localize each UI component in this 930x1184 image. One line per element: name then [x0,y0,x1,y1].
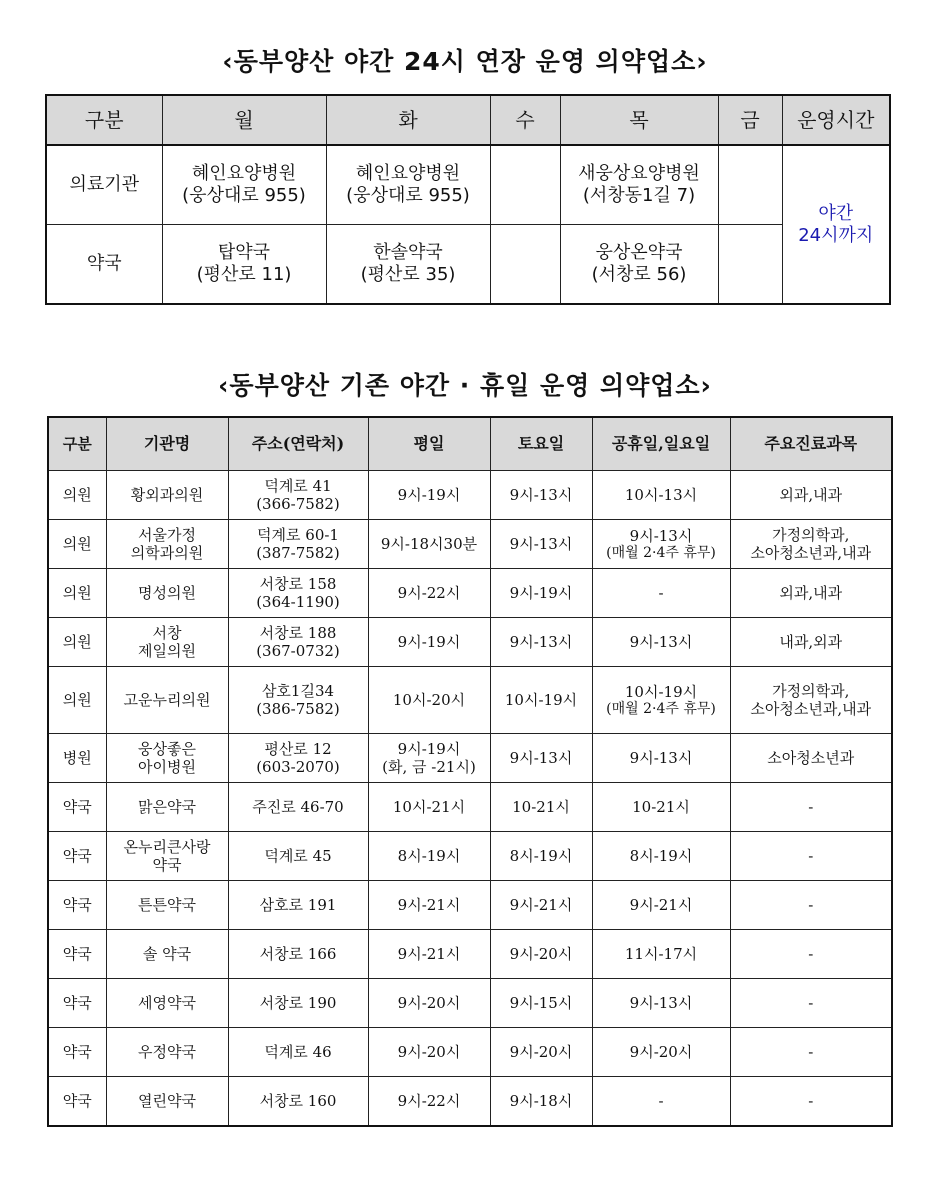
top-cell-thu: 새웅상요양병원 (서창동1길 7) [560,145,718,225]
cell-holiday: - [592,569,730,618]
top-cell-mon: 탑약국 (평산로 11) [162,225,326,305]
cell-name: 튼튼약국 [106,881,228,930]
cell-name: 서울가정 의학과의원 [106,520,228,569]
cell-name: 명성의원 [106,569,228,618]
top-header-row [46,95,890,145]
top-row-type: 의료기관 [46,145,162,225]
cell-saturday: 9시-19시 [490,569,592,618]
regular-hours-table [47,416,893,1127]
cell-name: 세영약국 [106,979,228,1028]
cell-address: 서창로 188 (367-0732) [228,618,368,667]
cell-holiday: 10시-13시 [592,471,730,520]
cell-weekday: 9시-18시30분 [368,520,490,569]
table-row [48,1077,892,1127]
cell-saturday: 9시-15시 [490,979,592,1028]
top-cell-tue: 한솔약국 (평산로 35) [326,225,490,305]
cell-holiday: 10시-19시 (매월 2·4주 휴무) [592,667,730,734]
cell-department: 내과,외과 [730,618,892,667]
cell-weekday: 9시-20시 [368,1028,490,1077]
cell-department: - [730,930,892,979]
bottom-header-saturday: 토요일 [490,417,592,471]
cell-department: 외과,내과 [730,569,892,618]
bottom-header-row [48,417,892,471]
cell-department: - [730,1077,892,1127]
table-row [48,1028,892,1077]
cell-department: 소아청소년과 [730,734,892,783]
cell-weekday: 9시-22시 [368,1077,490,1127]
table-row [48,783,892,832]
table-row [48,734,892,783]
table-row [48,930,892,979]
cell-department: 가정의학과, 소아청소년과,내과 [730,520,892,569]
cell-type: 약국 [48,1028,106,1077]
cell-holiday: 10-21시 [592,783,730,832]
top-row-clinic [46,145,890,225]
cell-saturday: 9시-20시 [490,930,592,979]
cell-address: 평산로 12 (603-2070) [228,734,368,783]
cell-saturday: 10시-19시 [490,667,592,734]
cell-weekday: 9시-22시 [368,569,490,618]
cell-type: 약국 [48,979,106,1028]
top-header-type: 구분 [46,95,162,145]
top-cell-fri [718,145,782,225]
bottom-header-type: 구분 [48,417,106,471]
cell-address: 서창로 190 [228,979,368,1028]
cell-name: 열린약국 [106,1077,228,1127]
cell-weekday: 9시-19시 (화, 금 -21시) [368,734,490,783]
cell-weekday: 8시-19시 [368,832,490,881]
table-row [48,832,892,881]
cell-name: 온누리큰사랑 약국 [106,832,228,881]
top-cell-mon: 혜인요양병원 (웅상대로 955) [162,145,326,225]
operating-hours-cell: 야간 24시까지 [782,145,890,304]
cell-weekday: 9시-19시 [368,471,490,520]
table-row [48,979,892,1028]
cell-address: 주진로 46-70 [228,783,368,832]
extended-hours-table [45,94,891,305]
cell-holiday: 9시-21시 [592,881,730,930]
cell-type: 의원 [48,569,106,618]
cell-address: 서창로 158 (364-1190) [228,569,368,618]
cell-holiday: 11시-17시 [592,930,730,979]
cell-saturday: 9시-18시 [490,1077,592,1127]
cell-saturday: 8시-19시 [490,832,592,881]
cell-holiday: 9시-13시 [592,979,730,1028]
cell-name: 웅상좋은 아이병원 [106,734,228,783]
cell-department: - [730,1028,892,1077]
top-header-hours: 운영시간 [782,95,890,145]
cell-saturday: 9시-13시 [490,520,592,569]
bottom-header-department: 주요진료과목 [730,417,892,471]
cell-name: 서창 제일의원 [106,618,228,667]
cell-saturday: 9시-13시 [490,734,592,783]
cell-department: 외과,내과 [730,471,892,520]
cell-address: 서창로 166 [228,930,368,979]
table-row [48,618,892,667]
top-header-tue: 화 [326,95,490,145]
cell-name: 맑은약국 [106,783,228,832]
cell-department: - [730,783,892,832]
top-cell-wed [490,145,560,225]
cell-type: 약국 [48,1077,106,1127]
cell-weekday: 9시-19시 [368,618,490,667]
top-header-fri: 금 [718,95,782,145]
cell-name: 황외과의원 [106,471,228,520]
cell-address: 서창로 160 [228,1077,368,1127]
cell-weekday: 9시-21시 [368,881,490,930]
cell-saturday: 9시-13시 [490,618,592,667]
top-header-wed: 수 [490,95,560,145]
table-row [48,471,892,520]
cell-type: 병원 [48,734,106,783]
cell-holiday: 9시-13시 (매월 2·4주 휴무) [592,520,730,569]
cell-weekday: 10시-20시 [368,667,490,734]
cell-weekday: 10시-21시 [368,783,490,832]
bottom-header-address: 주소(연락처) [228,417,368,471]
cell-name: 고운누리의원 [106,667,228,734]
cell-type: 약국 [48,930,106,979]
cell-type: 의원 [48,471,106,520]
cell-type: 약국 [48,881,106,930]
cell-address: 덕계로 60-1 (387-7582) [228,520,368,569]
cell-type: 약국 [48,783,106,832]
cell-type: 의원 [48,667,106,734]
cell-department: - [730,832,892,881]
bottom-header-name: 기관명 [106,417,228,471]
cell-holiday: 9시-13시 [592,618,730,667]
cell-saturday: 9시-21시 [490,881,592,930]
top-table-title: ‹동부양산 야간 24시 연장 운영 의약업소› [222,47,708,76]
cell-department: 가정의학과, 소아청소년과,내과 [730,667,892,734]
cell-holiday: 8시-19시 [592,832,730,881]
top-cell-wed [490,225,560,305]
cell-holiday: 9시-20시 [592,1028,730,1077]
cell-saturday: 9시-20시 [490,1028,592,1077]
cell-address: 덕계로 45 [228,832,368,881]
cell-address: 삼호1길34 (386-7582) [228,667,368,734]
top-cell-fri [718,225,782,305]
cell-address: 삼호로 191 [228,881,368,930]
cell-holiday: - [592,1077,730,1127]
cell-name: 우정약국 [106,1028,228,1077]
table-row [48,569,892,618]
cell-type: 의원 [48,618,106,667]
top-header-mon: 월 [162,95,326,145]
table-row [48,881,892,930]
table-row [48,520,892,569]
top-header-thu: 목 [560,95,718,145]
top-row-type: 약국 [46,225,162,305]
top-cell-thu: 웅상온약국 (서창로 56) [560,225,718,305]
cell-department: - [730,979,892,1028]
cell-saturday: 10-21시 [490,783,592,832]
top-cell-tue: 혜인요양병원 (웅상대로 955) [326,145,490,225]
cell-saturday: 9시-13시 [490,471,592,520]
cell-holiday: 9시-13시 [592,734,730,783]
cell-type: 의원 [48,520,106,569]
cell-department: - [730,881,892,930]
cell-address: 덕계로 46 [228,1028,368,1077]
top-row-pharmacy [46,225,890,305]
bottom-table-title: ‹동부양산 기존 야간 · 휴일 운영 의약업소› [218,371,712,400]
cell-type: 약국 [48,832,106,881]
bottom-header-weekday: 평일 [368,417,490,471]
bottom-header-holiday: 공휴일,일요일 [592,417,730,471]
cell-address: 덕계로 41 (366-7582) [228,471,368,520]
cell-weekday: 9시-21시 [368,930,490,979]
table-row [48,667,892,734]
cell-weekday: 9시-20시 [368,979,490,1028]
cell-name: 솔 약국 [106,930,228,979]
